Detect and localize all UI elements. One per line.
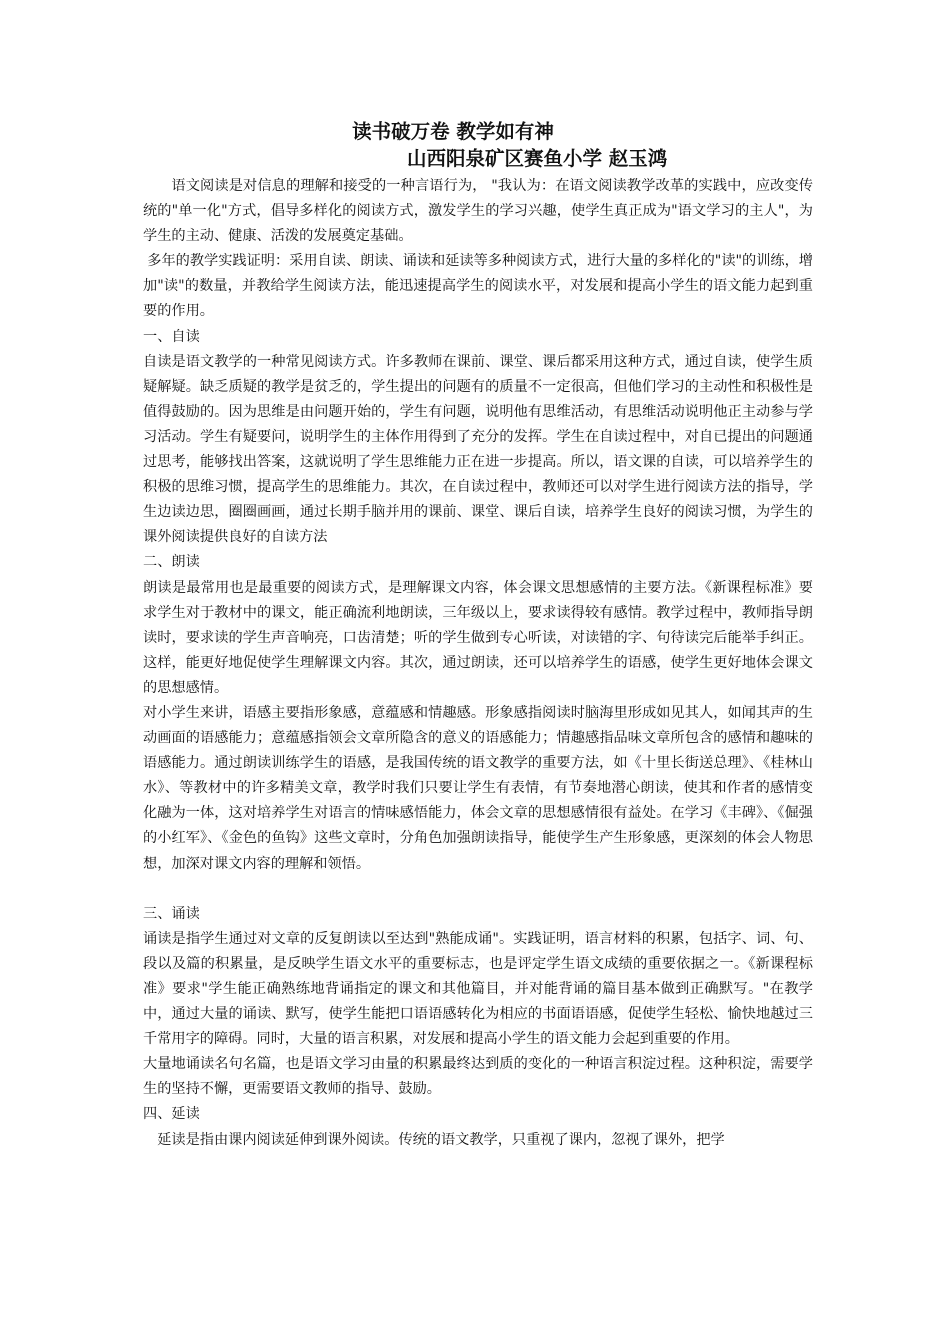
section-yandu-paragraph-1: 延读是指由课内阅读延伸到课外阅读。传统的语文教学，只重视了课内，忽视了课外，把学 [157, 1131, 725, 1148]
document-page [143, 118, 813, 1153]
section-zidu-paragraph-1: 自读是语文教学的一种常见阅读方式。许多教师在课前、课堂、课后都采用这种方式，通过自读，使学生质疑解疑。缺乏质疑的教学是贫乏的，学生提出的问题有的质量不一定很高，但他们学习的主动性和积极性是值得鼓励的。因为思维是由问题开始的，学生有问题，说明他有思维活动，有思维活动说明他正主动参与学习活动。学生有疑要问，说明学生的主体作用得到了充分的发挥。学生在自读过程中，对自已提出的问题通过思考，能够找出答案，这就说明了学生思维能力正在进一步提高。所以，语文课的自读，可以培养学生的积极的思维习惯，提高学生的思维能力。其次，在自读过程中，教师还可以对学生进行阅读方法的指导，学生边读边思，圈圈画画，通过长期手脑并用的课前、课堂、课后自读，培养学生良好的阅读习惯，为学生的课外阅读提供良好的自读方法 [143, 353, 813, 546]
intro-paragraph-1: 语文阅读是对信息的理解和接受的一种言语行为， "我认为：在语文阅读教学改革的实践中，应改变传统的"单一化"方式，倡导多样化的阅读方式，激发学生的学习兴趣，使学生真正成为"语文学习的主人"，为学生的主动、健康、活泼的发展奠定基础。 [143, 178, 813, 245]
section-songdu-paragraph-2: 大量地诵读名句名篇，也是语文学习由量的积累最终达到质的变化的一种语言积淀过程。这种积淀，需要学生的坚持不懈，更需要语文教师的指导、鼓励。 [143, 1056, 813, 1098]
section-heading-yandu: 四、延读 [143, 1106, 200, 1123]
document-author: 山西阳泉矿区赛鱼小学 赵玉鸿 [407, 147, 668, 170]
section-heading-songdu: 三、诵读 [143, 905, 200, 922]
document-title: 读书破万卷 教学如有神 [352, 120, 554, 143]
section-heading-zidu: 一、自读 [143, 328, 200, 345]
section-langdu-paragraph-1: 朗读是最常用也是最重要的阅读方式，是理解课文内容，体会课文思想感情的主要方法。《新课程标准》要求学生对于教材中的课文，能正确流利地朗读，三年级以上，要求读得较有感情。教学过程中，教师指导朗读时，要求读的学生声音响亮，口齿清楚；听的学生做到专心听读，对读错的字、句待读完后能举手纠正。这样，能更好地促使学生理解课文内容。其次，通过朗读，还可以培养学生的语感，使学生更好地体会课文的思想感情。 [143, 579, 813, 696]
blank-line [143, 877, 813, 902]
section-songdu-paragraph-1: 诵读是指学生通过对文章的反复朗读以至达到"熟能成诵"。实践证明，语言材料的积累，包括字、词、句、段以及篇的积累量，是反映学生语文水平的重要标志，也是评定学生语文成绩的重要依据之一。《新课程标准》要求"学生能正确熟练地背诵指定的课文和其他篇目，并对能背诵的篇目基本做到正确默写。"在教学中，通过大量的诵读、默写，使学生能把口语语感转化为相应的书面语语感，促使学生轻松、愉快地越过三千常用字的障碍。同时，大量的语言积累，对发展和提高小学生的语文能力会起到重要的作用。 [143, 930, 813, 1048]
section-langdu-paragraph-2: 对小学生来讲，语感主要指形象感，意蕴感和情趣感。形象感指阅读时脑海里形成如见其人，如闻其声的生动画面的语感能力；意蕴感指领会文章所隐含的意义的语感能力；情趣感指品味文章所包含的感情和趣味的语感能力。通过朗读训练学生的语感，是我国传统的语文教学的重要方法，如《十里长街送总理》、《桂林山水》、等教材中的许多精美文章，教学时我们只要让学生有表情，有节奏地潜心朗读，使其和作者的感情变化融为一体，这对培养学生对语言的情味感悟能力，体会文章的思想感情很有益处。在学习《丰碑》、《倔强的小红军》、《金色的鱼钩》这些文章时，分角色加强朗读指导，能使学生产生形象感，更深刻的体会人物思想，加深对课文内容的理解和领悟。 [143, 704, 813, 872]
intro-paragraph-2: 多年的教学实践证明：采用自读、朗读、诵读和延读等多种阅读方式，进行大量的多样化的"读"的训练，增加"读"的数量，并教给学生阅读方法，能迅速提高学生的阅读水平，对发展和提高小学生的语文能力起到重要的作用。 [143, 253, 813, 320]
section-heading-langdu: 二、朗读 [143, 554, 200, 571]
